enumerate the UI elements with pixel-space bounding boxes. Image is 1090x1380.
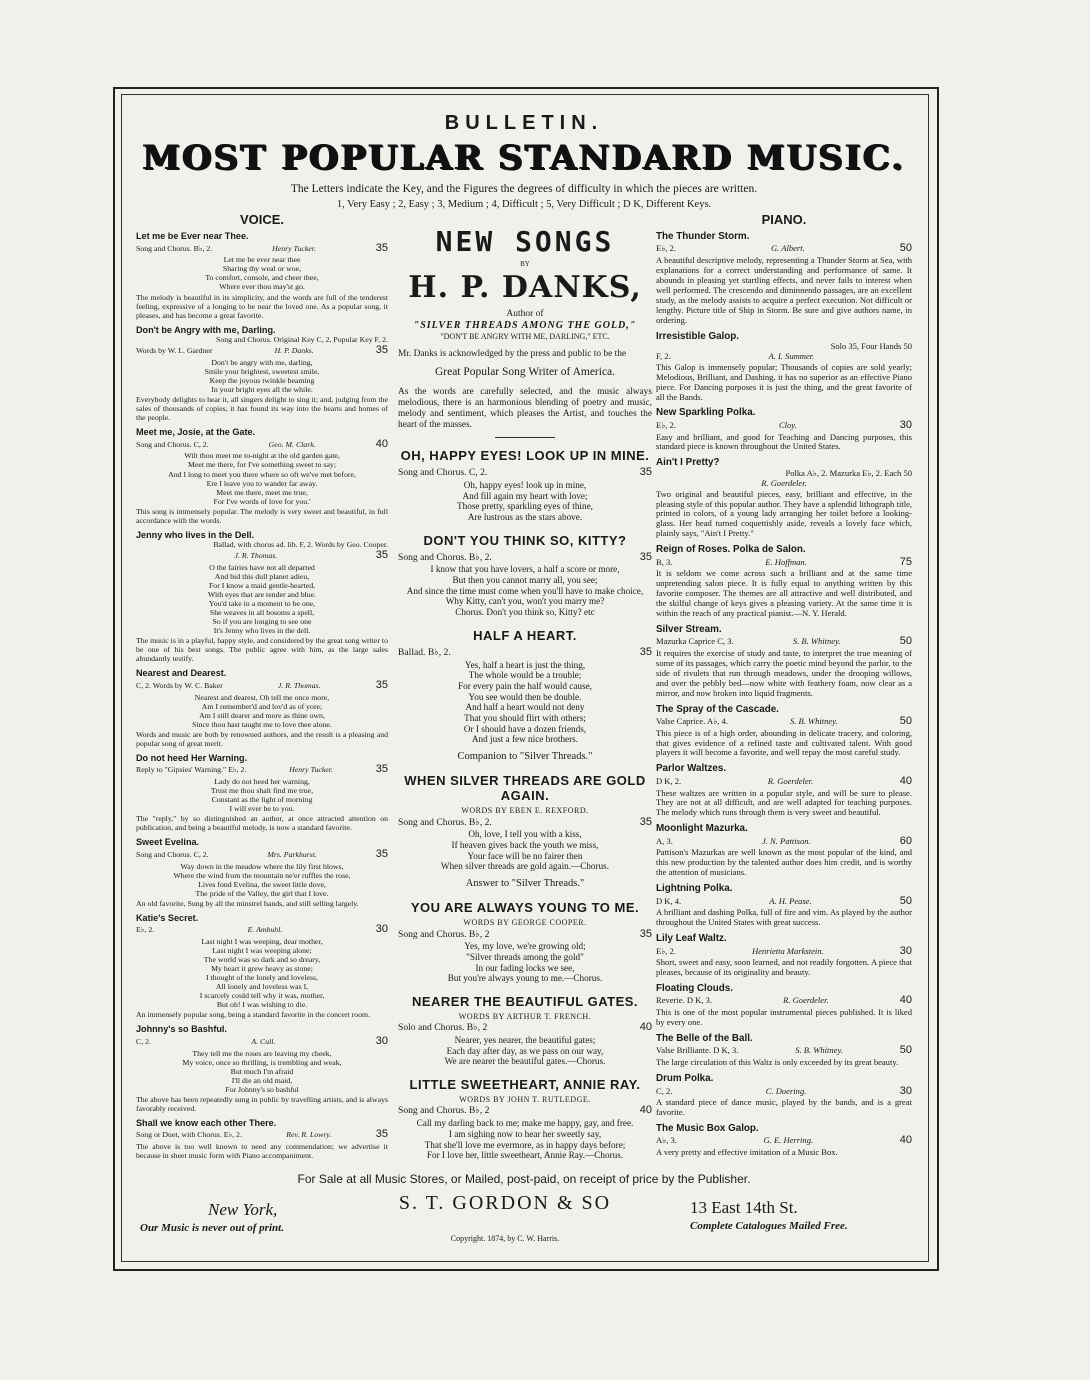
entry-description: An immensely popular song, being a standard favorite in the concert room.: [136, 1010, 371, 1020]
entry-title: Floating Clouds.: [656, 983, 733, 995]
entry-title: Irresistible Galop.: [656, 330, 740, 342]
entry-price: 30: [899, 1084, 912, 1097]
entry-key: E♭, 2.: [656, 243, 676, 254]
entry-info: [136, 242, 388, 255]
entry-composer: Henry Tucker.: [289, 765, 333, 775]
song-title: WHEN SILVER THREADS ARE GOLD AGAIN.: [404, 773, 646, 804]
entry-key: E♭, 2.: [656, 419, 676, 430]
entry-info: [136, 438, 388, 451]
entry-composer: A. I. Summer.: [768, 350, 815, 361]
entry-title: Moonlight Mazurka.: [656, 823, 748, 835]
entry-description: Short, sweet and easy, soon learned, and not readily forgotten. A piece that pleases, because of its originality and beauty.: [656, 957, 912, 978]
entry-composer: G. Albert.: [770, 243, 805, 254]
sale-notice: For Sale at all Music Stores, or Mailed, post-paid, on receipt of price by the Publisher.: [297, 1172, 751, 1186]
entry-key: E♭, 2.: [136, 925, 155, 935]
entry-description: The melody is beautiful in its simplicity, and the words are full of the tenderest feeling, expressive of a longing to be near the loved one. As a popular song, it pleases, and has become a great favorite.: [136, 292, 388, 320]
entry-title: Don't be Angry with me, Darling.: [136, 324, 276, 335]
entry-title: Nearest and Dearest.: [136, 668, 227, 679]
entry-key: Song and Chorus. C, 2.: [136, 849, 209, 859]
entry-title: Silver Stream.: [656, 623, 722, 635]
composer-name: H. P. DANKS,: [408, 269, 642, 305]
entry-title: Shall we know each other There.: [136, 1117, 277, 1128]
song-lyrics: Nearer, yes nearer, the beautiful gates; Each day after day, as we pass on our way, We are nearer the beautiful gates.—Chorus.: [444, 1035, 606, 1067]
entry-title: The Spray of the Cascade.: [656, 703, 779, 715]
entry-price: 50: [899, 635, 912, 648]
song-words-credit: WORDS BY EBEN E. REXFORD.: [461, 806, 589, 816]
entry-price: 50: [899, 714, 912, 727]
voice-heading: VOICE.: [239, 212, 285, 227]
copyright-line: Copyright. 1874, by C. W. Harris.: [450, 1234, 560, 1243]
entry-info: [656, 1044, 912, 1057]
song-key: Song and Chorus. B♭, 2: [398, 928, 490, 940]
entry-composer: Rev. R. Lowry.: [286, 1130, 332, 1140]
entry-price: 35: [375, 1128, 388, 1141]
entry-extra: Ballad, with chorus ad. lib. F, 2. Words by Geo. Cooper.: [213, 540, 388, 550]
entry-extra: Solo 35, Four Hands 50: [830, 340, 912, 351]
entry-description: Words and music are both by renowned authors, and the result is a pleasing and popular song of great merit.: [136, 729, 388, 748]
song-item: [398, 628, 652, 745]
list-item: [136, 753, 388, 832]
entry-composer: E. Ambuhl.: [247, 925, 283, 935]
song-lyrics: I know that you have lovers, a half a score or more, But then you cannot marry all, you see; And since the time must come when you'll have to make choice, Why Kitty, can't you, won't you marry me? Chorus. Don't you think so, Kitty? etc: [406, 564, 644, 618]
list-item: [656, 933, 912, 978]
entry-title: Let me be Ever near Thee.: [136, 231, 249, 242]
entry-key: E♭, 2.: [656, 945, 676, 956]
piano-list: [656, 231, 912, 1158]
song-key: Solo and Chorus. B♭, 2: [398, 1022, 488, 1034]
entry-composer: S. B. Whitney.: [795, 1045, 843, 1056]
entry-composer: E. Hoffman.: [765, 556, 807, 567]
song-lyrics: Yes, my love, we're growing old; "Silver threads among the gold" In our fading locks we see, But you're always young to me.—Chorus.: [447, 941, 603, 984]
entry-title: Lightning Polka.: [656, 883, 733, 895]
entry-info: [656, 635, 912, 648]
entry-composer: J. N. Pattison.: [761, 835, 811, 846]
entry-composer: R. Goerdeler.: [767, 775, 814, 786]
entry-info: [136, 848, 388, 861]
author-of-label: Author of: [506, 309, 544, 320]
new-songs-list: [398, 448, 652, 1161]
entry-lyrics: They tell me the roses are leaving my cheek, My voice, once so thrilling, is trembling and weak, But much I'm afraid I'll die an old maid, For Johnny's so bashful: [182, 1048, 342, 1094]
entry-price: 30: [899, 944, 912, 957]
entry-key: Song and Chorus. B♭, 2.: [136, 243, 213, 253]
entry-info: [136, 1035, 388, 1048]
entry-title: Sweet Evelina.: [136, 837, 200, 848]
song-key: Song and Chorus. B♭, 2: [398, 1105, 490, 1117]
new-songs-title: NEW SONGS: [435, 225, 615, 258]
entry-key: A♭, 3.: [656, 1135, 677, 1146]
entry-title: Jenny who lives in the Dell.: [136, 529, 255, 540]
entry-title: The Music Box Galop.: [656, 1123, 759, 1135]
entry-info: [656, 994, 912, 1007]
entry-info: [656, 556, 912, 569]
entry-key: Valse Caprice. A♭, 4.: [656, 715, 728, 726]
entry-description: A very pretty and effective imitation of a Music Box.: [656, 1147, 838, 1158]
entry-composer: A. Cull.: [251, 1036, 276, 1046]
entry-price: 50: [899, 242, 912, 255]
song-price: 35: [639, 927, 652, 940]
entry-info: [136, 679, 388, 692]
silver-threads-credit: "SILVER THREADS AMONG THE GOLD,": [413, 320, 637, 332]
song-price: 40: [639, 1021, 652, 1034]
words-paragraph: As the words are carefully selected, and the music always melodious, there is an harmonious blending of poetry and music, melody and sentiment, which pleases the Artist, and touches the heart of the masses.: [398, 387, 652, 431]
entry-key: Reverie. D K, 3.: [656, 995, 713, 1006]
entry-key: D K, 2.: [656, 775, 682, 786]
song-info: [398, 816, 652, 829]
song-item: [398, 751, 652, 872]
entry-description: This is one of the most popular instrumental pieces published. It is liked by every one.: [656, 1007, 912, 1028]
song-title: DON'T YOU THINK SO, KITTY?: [423, 532, 627, 548]
entry-title: New Sparkling Polka.: [656, 407, 756, 419]
entry-lyrics: Way down in the meadow where the lily first blows, Where the wind from the mountain ne'er ruffles the rose, Lives fond Evelina, the sweet little dove, The pride of the Valley, the girl that I love.: [173, 861, 351, 898]
acknowledged-paragraph: Mr. Danks is acknowledged by the press and public to be the: [398, 349, 627, 360]
entry-composer: Mrs. Parkhurst.: [267, 849, 317, 859]
entry-price: 40: [375, 437, 388, 450]
entry-key: Reply to "Gipsies' Warning." E♭, 2.: [136, 765, 247, 775]
entry-composer: G. E. Herring.: [763, 1135, 814, 1146]
song-price: 35: [639, 815, 652, 828]
divider: [495, 437, 555, 438]
entry-price: 40: [899, 774, 912, 787]
list-item: [656, 983, 912, 1028]
publisher-address: 13 East 14th St.: [690, 1198, 798, 1217]
entry-price: 35: [375, 344, 388, 357]
entry-title: Katie's Secret.: [136, 912, 199, 923]
song-words-credit: WORDS BY JOHN T. RUTLEDGE.: [459, 1095, 591, 1105]
song-key: Song and Chorus. B♭, 2.: [398, 816, 492, 828]
entry-lyrics: Last night I was weeping, dear mother, Last night I was weeping alone; The world was so dark and so dreary, My heart it grew heavy as stone; I thought of the lonely and loveless, All lonely and loveless was I, I scarcely could tell why it was, mother, But oh! I was wishing to die.: [199, 937, 325, 1010]
entry-price: 50: [899, 1044, 912, 1057]
entry-info: [656, 419, 912, 432]
list-item: [136, 668, 388, 747]
list-item: [136, 231, 388, 320]
song-item: [398, 448, 652, 523]
entry-key: D K, 4.: [656, 895, 682, 906]
entry-description: A beautiful descriptive melody, representing a Thunder Storm at Sea, with explanations for a correct understanding and performance of same. It abounds in pleasing yet startling effects, and never fails to interest when well performed. The crescendo and diminnendo passages, are an excellent study, as the melody assists to acquire a perfect execution. Not difficult or lengthy. Picture title of Ship in Storm. Be sure and give authors name, in ordering.: [656, 255, 912, 325]
entry-composer: J. R. Thomas.: [277, 680, 321, 690]
entry-lyrics: O the fairies have not all departed And bid this dull planet adieu, For I know a maid gentle-hearted, With eyes that are tender and blue. You'd take in a moment to be one, She weaves in all bosoms a spell, So if you are longing to see one It's Jenny who lives in the dell.: [207, 563, 317, 636]
song-words-credit: WORDS BY GEORGE COOPER.: [463, 918, 587, 928]
entry-description: The music is in a playful, happy style, and considered by the great song writer to be one of his best songs. The public agree with him, as the large sales abundantly testify.: [136, 636, 388, 664]
entry-info: [656, 352, 912, 362]
entry-description: Easy and brilliant, and good for Teaching and Dancing purposes, this standard piece is known throughout the United States.: [656, 431, 912, 452]
city-label: New York,: [208, 1200, 278, 1219]
list-item: [656, 624, 912, 699]
entry-key: Mazurka Caprice C, 3.: [656, 636, 734, 647]
bulletin-heading: BULLETIN.: [444, 112, 604, 134]
entry-title: Do not heed Her Warning.: [136, 752, 248, 763]
list-item: [656, 823, 912, 878]
entry-price: 40: [899, 1134, 912, 1147]
entry-key: C, 2.: [136, 1036, 151, 1046]
list-item: [656, 1073, 912, 1118]
entry-extra: Polka A♭, 2. Mazurka E♭, 2. Each 50: [785, 467, 912, 478]
list-item: [136, 1024, 388, 1113]
entry-title: Lily Leaf Waltz.: [656, 933, 727, 945]
song-item: [398, 1077, 652, 1161]
list-item: [656, 457, 912, 539]
entry-description: This Galop is immensely popular; Thousands of copies are sold yearly; Melodious, Brilliant, and Dashing, it has no superior as an effective Piano piece. For Dancing purposes it is just the thing, and the great favorite of all the Bands.: [656, 361, 912, 402]
entry-description: An old favorite, Sung by all the minstrel bands, and still selling largely.: [136, 898, 359, 908]
entry-lyrics: Don't be angry with me, darling, Smile your brightest, sweetest smile, Keep the joyous twinkle beaming In your bright eyes all the while.: [204, 357, 320, 395]
entry-description: A brilliant and dashing Polka, full of fire and vim. As played by the author throughout the United States with great success.: [656, 907, 912, 928]
list-item: [136, 913, 388, 1020]
list-item: [656, 1123, 912, 1158]
list-item: [136, 427, 388, 525]
list-item: [656, 763, 912, 818]
song-title: LITTLE SWEETHEART, ANNIE RAY.: [409, 1077, 641, 1093]
list-item: [656, 883, 912, 928]
list-item: [136, 1118, 388, 1160]
entry-description: The above is too well known to need any commendation; we advertise it because in sheet music form with Piano accompaniment.: [136, 1142, 388, 1161]
song-companion: Answer to "Silver Threads.": [465, 878, 585, 890]
entry-lyrics: Lady do not heed her warning, Trust me thou shalt find me true, Constant as the light of morning I will ever be to you.: [210, 777, 314, 814]
song-title: YOU ARE ALWAYS YOUNG TO ME.: [410, 900, 640, 916]
entry-composer: S. B. Whitney.: [792, 636, 841, 647]
entry-info: [656, 895, 912, 908]
entry-composer: C. Doering.: [765, 1085, 807, 1096]
song-price: 35: [639, 466, 652, 479]
entry-key: Valse Brilliante. D K, 3.: [656, 1045, 739, 1056]
publisher-name: S. T. GORDON & SO: [398, 1192, 612, 1214]
song-title: OH, HAPPY EYES! LOOK UP IN MINE.: [400, 448, 650, 464]
entry-composer: H. P. Danks.: [274, 346, 314, 356]
entry-composer: S. B. Whitney.: [789, 715, 838, 726]
entry-info: [656, 835, 912, 848]
entry-description: This song is immensely popular. The melody is very sweet and beautiful, in full accordance with the words.: [136, 506, 388, 525]
piano-heading: PIANO.: [761, 212, 807, 227]
great-writer-line: Great Popular Song Writer of America.: [434, 366, 616, 379]
main-title: MOST POPULAR STANDARD MUSIC.: [142, 138, 906, 178]
entry-composer: R. Goerdeler.: [783, 995, 829, 1006]
entry-info: [656, 775, 912, 788]
song-title: HALF A HEART.: [473, 627, 577, 643]
entry-key: Song and Chorus. C, 2.: [136, 439, 209, 449]
entry-key: C, 2. Words by W. C. Baker: [136, 680, 223, 690]
song-info: [398, 1021, 652, 1034]
entry-info: [656, 945, 912, 958]
entry-description: Everybody delights to hear it, all singers delight to sing it; and, judging from the sales of thousands of copies, it has found its way into the hearts and homes of the people.: [136, 395, 388, 423]
entry-title: Drum Polka.: [656, 1073, 714, 1085]
entry-description: Pattison's Mazurkas are well known as the most popular of the kind, and this new production by the talented author does him credit, and is worthy the attention of musicians.: [656, 847, 912, 878]
entry-info: [136, 923, 388, 936]
list-item: [136, 530, 388, 664]
song-price: 35: [639, 550, 652, 563]
entry-info: [656, 242, 912, 255]
list-item: [656, 704, 912, 759]
entry-price: 35: [375, 241, 388, 254]
dont-be-angry-credit: "DON'T BE ANGRY WITH ME, DARLING," ETC.: [440, 331, 610, 341]
entry-price: 35: [375, 763, 388, 776]
song-price: 35: [639, 645, 652, 658]
entry-info: [656, 715, 912, 728]
entry-price: 30: [375, 923, 388, 936]
entry-composer: R. Goerdeler.: [761, 477, 807, 488]
entry-info: [136, 1128, 388, 1141]
entry-info: [656, 479, 912, 489]
entry-description: It requires the exercise of study and taste, to interpret the true meaning of some of its passages, which carry the poetic mind beyond the parlor, to the side of rivulets that run through meadows, under the drooping willows, and over the pebbly bed—now white with feathery foam, now clear as a mirror, and now broken into liquid fragments.: [656, 647, 912, 698]
entry-composer: Cloy.: [778, 419, 797, 430]
entry-description: The above has been repeatedly sung in public by travelling artists, and is always favorably received.: [136, 1094, 388, 1113]
piano-column: [656, 212, 912, 1163]
entry-title: Johnny's so Bashful.: [136, 1024, 227, 1035]
entry-composer: Henrietta Markstein.: [752, 945, 824, 956]
entry-price: 35: [375, 847, 388, 860]
catalogues-note: Complete Catalogues Mailed Free.: [690, 1220, 848, 1232]
song-item: [398, 533, 652, 618]
list-item: [136, 837, 388, 907]
entry-info: [656, 1134, 912, 1147]
entry-composer: A. H. Pease.: [769, 895, 812, 906]
entry-composer: J. R. Thomas.: [234, 551, 278, 561]
list-item: [656, 331, 912, 403]
song-key: Song and Chorus. B♭, 2.: [398, 551, 492, 563]
entry-price: 35: [375, 549, 388, 562]
entry-key: F, 2.: [656, 350, 671, 361]
entry-key: Words by W. L. Gardner: [136, 346, 213, 356]
by-label: BY: [520, 260, 530, 269]
entry-composer: Geo. M. Clark.: [268, 439, 316, 449]
song-lyrics: Call my darling back to me; make me happy, gay, and free. I am sighing now to hear her sweetly say, That she'll love me evermore, as in happy days before; For I love her, little sweetheart, Annie Ray.—Chorus.: [416, 1118, 634, 1161]
entry-key: Song or Duet, with Chorus. E♭, 2.: [136, 1130, 242, 1140]
entry-price: 60: [899, 834, 912, 847]
entry-price: 35: [375, 678, 388, 691]
song-info: [398, 466, 652, 479]
song-info: [398, 551, 652, 564]
song-item: [398, 994, 652, 1067]
song-info: [398, 1104, 652, 1117]
entry-description: The large circulation of this Waltz is only exceeded by its great beauty.: [656, 1057, 899, 1068]
entry-lyrics: Wilt thou meet me to-night at the old garden gate, Meet me there, for I've something sweet to say; And I long to meet you there where so oft we've met before, Ere I leave you to wander far away. Meet me there, meet me true, For I've words of love for you.': [168, 451, 356, 506]
song-key: Ballad. B♭, 2.: [398, 646, 451, 658]
entry-title: The Belle of the Ball.: [656, 1033, 753, 1045]
song-lyrics: Oh, love, I tell you with a kiss, If heaven gives back the youth we miss, Your face will be no fairer then When silver threads are gold again.—Chorus.: [440, 829, 610, 872]
entry-price: 75: [899, 555, 912, 568]
entry-info: [136, 549, 388, 562]
entry-key: B, 3.: [656, 556, 673, 567]
song-item: [398, 878, 652, 984]
entry-lyrics: Nearest and dearest, Oh tell me once more, Am I remember'd and lov'd as of yore; Am I still dearer and more as thine own, Since thou hast taught me to love thee alone.: [192, 692, 332, 729]
voice-column: [136, 212, 388, 1165]
new-songs-column: [398, 212, 652, 1166]
entry-info: [136, 763, 388, 776]
entry-price: 40: [899, 994, 912, 1007]
entry-lyrics: Let me be ever near thee Sharing thy weal or woe, To comfort, console, and cheer thee, Where ever thou may'st go.: [205, 255, 319, 292]
list-item: [656, 1033, 912, 1068]
voice-list: [136, 231, 388, 1160]
key-note: The Letters indicate the Key, and the Figures the degrees of difficulty in which the pieces are written.: [290, 183, 758, 195]
entry-price: 50: [899, 894, 912, 907]
list-item: [656, 544, 912, 619]
entry-description: These waltzes are written in a popular style, and will be sure to please. They are not at all difficult, and are well adapted for teaching purposes. The melody which runs through them is very sweet and beautiful.: [656, 787, 912, 818]
entry-key: A, 3.: [656, 835, 673, 846]
entry-description: Two original and beautiful pieces, easy, brilliant and effective, in the pleasing style of this popular author. They have a splendid lithograph title, printed in colors, of a young lady arranging her toilet before a looking-glass. Her head turned coquettishly aside, reveals a lovely face which, plainly says, "Ain't I Pretty.": [656, 488, 912, 539]
song-lyrics: Yes, half a heart is just the thing, The whole would be a trouble; For every pain the half would cause, You see would then be double. And half a heart would not deny That you should flirt with others; Or I should have a dozen friends, And just a few nice brothers.: [458, 659, 592, 745]
entry-key: C, 2.: [656, 1085, 673, 1096]
entry-title: Parlor Waltzes.: [656, 763, 727, 775]
entry-title: Meet me, Josie, at the Gate.: [136, 427, 256, 438]
entry-description: A standard piece of dance music, played by the bands, and is a great favorite.: [656, 1097, 912, 1118]
entry-description: It is seldom we come across such a brilliant and at the same time unpretending salon piece. It is fully equal to anything written by this favorite composer. The themes are all attractive and well distributed, and the skilful change of keys gives a pleasing variety. At the same time it is within the reach of any practical pianist.—N. Y. Herald.: [656, 568, 912, 618]
song-title: NEARER THE BEAUTIFUL GATES.: [411, 994, 639, 1009]
never-out-of-print: Our Music is never out of print.: [140, 1222, 284, 1234]
entry-composer: Henry Tucker.: [272, 243, 316, 253]
song-words-credit: WORDS BY ARTHUR T. FRENCH.: [458, 1012, 592, 1022]
entry-info: [136, 344, 388, 357]
entry-title: Reign of Roses. Polka de Salon.: [656, 544, 806, 556]
song-lyrics: Oh, happy eyes! look up in mine, And fill again my heart with love; Those pretty, sparkling eyes of thine, Are lustrous as the stars above.: [457, 479, 593, 522]
list-item: [136, 325, 388, 423]
entry-description: The "reply," by so distinguished an author, at once attracted attention on publication, and being a beautiful melody, is now a standard favorite.: [136, 814, 388, 833]
song-key: Song and Chorus. C, 2.: [398, 467, 488, 479]
entry-info: [656, 1085, 912, 1098]
difficulty-legend: 1, Very Easy ; 2, Easy ; 3, Medium ; 4, Difficult ; 5, Very Difficult ; D K, Different Keys.: [336, 199, 712, 210]
list-item: [656, 407, 912, 452]
song-price: 40: [639, 1104, 652, 1117]
entry-extra: Song and Chorus. Original Key C, 2, Popular Key F, 2.: [216, 335, 388, 345]
song-info: [398, 646, 652, 659]
song-info: [398, 928, 652, 941]
list-item: [656, 231, 912, 326]
song-companion: Companion to "Silver Threads.": [457, 751, 593, 763]
entry-price: 30: [899, 418, 912, 431]
entry-description: This piece is of a high order, abounding in delicate tracery, and coloring, that gives evidence of a refined taste and cultivated talent. With good players it will become a favorite, and well repay the most careful study.: [656, 727, 912, 758]
entry-title: Ain't I Pretty?: [656, 457, 720, 469]
entry-title: The Thunder Storm.: [656, 231, 750, 243]
entry-price: 30: [375, 1034, 388, 1047]
